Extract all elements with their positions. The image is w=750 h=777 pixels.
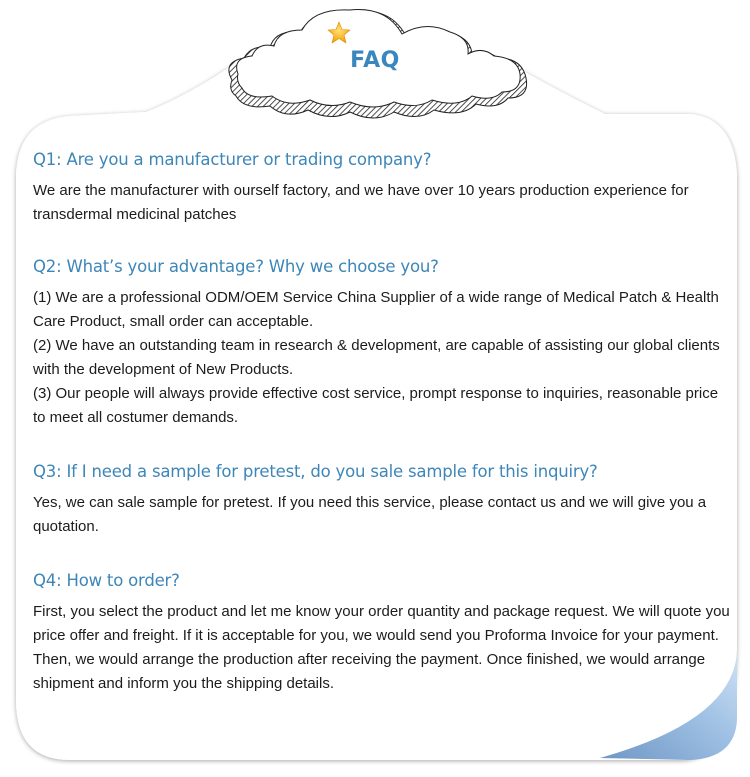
- faq-item: [33, 255, 733, 430]
- faq-question: Q3: If I need a sample for pretest, do you sale sample for this inquiry?: [33, 462, 598, 481]
- faq-answer: [33, 286, 733, 430]
- star-icon: [326, 20, 352, 46]
- faq-item: [33, 460, 733, 539]
- faq-question: Q1: Are you a manufacturer or trading company?: [33, 150, 432, 169]
- faq-question: Q2: What’s your advantage? Why we choose you?: [33, 257, 439, 276]
- answer-paragraph: (1) We are a professional ODM/OEM Service China Supplier of a wide range of Medical Patch & Health Care Product, small order can acceptable.: [33, 289, 719, 330]
- page-title: FAQ: [350, 48, 400, 73]
- answer-paragraph: (2) We have an outstanding team in research & development, are capable of assisting our global clients with the development of New Products.: [33, 337, 720, 378]
- answer-paragraph: (3) Our people will always provide effective cost service, prompt response to inquiries, reasonable price to meet all costumer demands.: [33, 385, 719, 426]
- faq-answer: [33, 491, 733, 539]
- faq-item: [33, 569, 733, 696]
- faq-answer: [33, 600, 733, 696]
- answer-paragraph: We are the manufacturer with ourself factory, and we have over 10 years production experience for transdermal medicinal patches: [33, 182, 689, 223]
- faq-question: Q4: How to order?: [33, 571, 180, 590]
- answer-paragraph: Yes, we can sale sample for pretest. If you need this service, please contact us and we will give you a quotation.: [33, 494, 707, 535]
- answer-paragraph: First, you select the product and let me know your order quantity and package request. We will quote you price offer and freight. If it is acceptable for you, we would send you Proforma Invoice for your payment. Then, we would arrange the production after receiving the payment. Once finished, we would arrange shipment and inform you the shipping details.: [33, 603, 730, 692]
- faq-list: [33, 148, 733, 722]
- faq-item: [33, 148, 733, 227]
- faq-answer: [33, 179, 733, 227]
